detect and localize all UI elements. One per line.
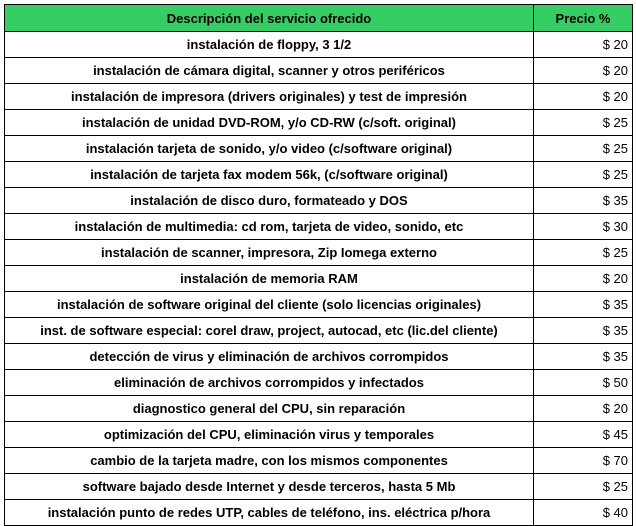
table-row — [5, 370, 633, 396]
service-description: eliminación de archivos corrompidos y infectados — [5, 370, 534, 396]
service-description: optimización del CPU, eliminación virus y temporales — [5, 422, 534, 448]
table-row — [5, 292, 633, 318]
service-description: instalación de floppy, 3 1/2 — [5, 32, 534, 58]
service-price: $ 20 — [534, 266, 633, 292]
table-body — [5, 32, 633, 526]
table-row — [5, 344, 633, 370]
service-price: $ 35 — [534, 292, 633, 318]
service-price: $ 25 — [534, 110, 633, 136]
service-price: $ 35 — [534, 318, 633, 344]
service-price: $ 25 — [534, 162, 633, 188]
service-description: instalación de scanner, impresora, Zip Iomega externo — [5, 240, 534, 266]
service-description: inst. de software especial: corel draw, project, autocad, etc (lic.del cliente) — [5, 318, 534, 344]
table-row — [5, 162, 633, 188]
service-price: $ 50 — [534, 370, 633, 396]
service-price: $ 25 — [534, 136, 633, 162]
table-row — [5, 500, 633, 526]
description-column-header: Descripción del servicio ofrecido — [5, 5, 534, 32]
table-row — [5, 396, 633, 422]
table-row — [5, 318, 633, 344]
table-row — [5, 474, 633, 500]
service-price: $ 35 — [534, 188, 633, 214]
service-price: $ 40 — [534, 500, 633, 526]
table-row — [5, 214, 633, 240]
service-description: diagnostico general del CPU, sin reparación — [5, 396, 534, 422]
service-description: instalación de impresora (drivers originales) y test de impresión — [5, 84, 534, 110]
service-price: $ 20 — [534, 58, 633, 84]
table-row — [5, 188, 633, 214]
service-price: $ 70 — [534, 448, 633, 474]
table-row — [5, 136, 633, 162]
service-price: $ 25 — [534, 240, 633, 266]
service-description: instalación de disco duro, formateado y DOS — [5, 188, 534, 214]
service-description: instalación de multimedia: cd rom, tarjeta de video, sonido, etc — [5, 214, 534, 240]
table-row — [5, 84, 633, 110]
service-description: instalación punto de redes UTP, cables de teléfono, ins. eléctrica p/hora — [5, 500, 534, 526]
table-row — [5, 32, 633, 58]
table-header-row — [5, 5, 633, 32]
service-price: $ 20 — [534, 84, 633, 110]
service-price: $ 25 — [534, 474, 633, 500]
services-price-table — [4, 4, 633, 526]
service-description: cambio de la tarjeta madre, con los mismos componentes — [5, 448, 534, 474]
table-row — [5, 422, 633, 448]
price-column-header: Precio % — [534, 5, 633, 32]
service-description: instalación de memoria RAM — [5, 266, 534, 292]
service-price: $ 35 — [534, 344, 633, 370]
service-description: instalación de software original del cliente (solo licencias originales) — [5, 292, 534, 318]
table-row — [5, 266, 633, 292]
service-description: instalación de unidad DVD-ROM, y/o CD-RW (c/soft. original) — [5, 110, 534, 136]
service-price: $ 20 — [534, 32, 633, 58]
service-description: software bajado desde Internet y desde terceros, hasta 5 Mb — [5, 474, 534, 500]
table-row — [5, 58, 633, 84]
service-price: $ 45 — [534, 422, 633, 448]
service-price: $ 20 — [534, 396, 633, 422]
service-description: instalación de cámara digital, scanner y otros periféricos — [5, 58, 534, 84]
service-description: instalación tarjeta de sonido, y/o video (c/software original) — [5, 136, 534, 162]
service-price: $ 30 — [534, 214, 633, 240]
service-description: detección de virus y eliminación de archivos corrompidos — [5, 344, 534, 370]
table-row — [5, 110, 633, 136]
table-row — [5, 240, 633, 266]
service-description: instalación de tarjeta fax modem 56k, (c/software original) — [5, 162, 534, 188]
table-row — [5, 448, 633, 474]
